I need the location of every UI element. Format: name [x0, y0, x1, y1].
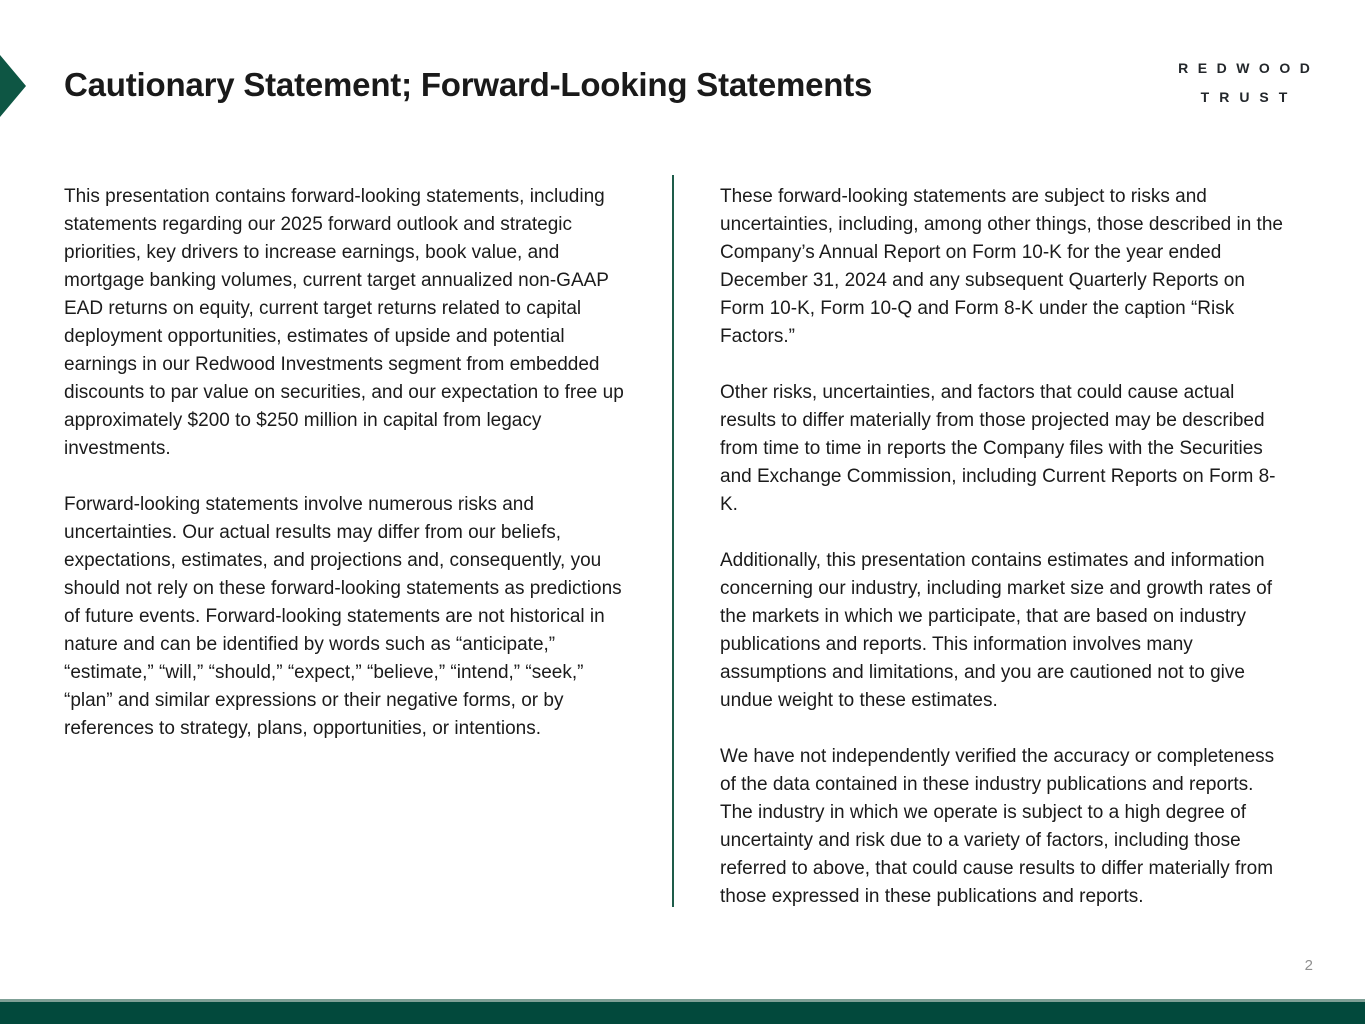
redwood-trust-logo: [1171, 60, 1320, 105]
left-paragraph-1: This presentation contains forward-looking statements, including statements regarding our 2025 forward outlook and strategic priorities, key drivers to increase earnings, book value, and mortgage banking volumes, current target annualized non-GAAP EAD returns on equity, current target returns related to capital deployment opportunities, estimates of upside and potential earnings in our Redwood Investments segment from embedded discounts to par value on securities, and our expectation to free up approximately $200 to $250 million in capital from legacy investments.: [64, 186, 624, 459]
column-divider: [672, 175, 674, 907]
right-paragraph-2: Other risks, uncertainties, and factors that could cause actual results to differ materially from those projected may be described from time to time in reports the Company files with the Securities and Exchange Commission, including Current Reports on Form 8-K.: [720, 382, 1276, 515]
page-title: Cautionary Statement; Forward-Looking Statements: [64, 66, 873, 103]
right-paragraph-3: Additionally, this presentation contains estimates and information concerning our industry, including market size and growth rates of the markets in which we participate, that are based on industry publications and reports. This information involves many assumptions and limitations, and you are cautioned not to give undue weight to these estimates.: [720, 550, 1272, 711]
chevron-right-icon: [0, 55, 26, 117]
left-paragraph-2: Forward-looking statements involve numerous risks and uncertainties. Our actual results may differ from our beliefs, expectations, estimates, and projections and, consequently, you should not rely on these forward-looking statements as predictions of future events. Forward-looking statements are not historical in nature and can be identified by words such as “anticipate,” “estimate,” “will,” “should,” “expect,” “believe,” “intend,” “seek,” “plan” and similar expressions or their negative forms, or by references to strategy, plans, opportunities, or intentions.: [64, 494, 622, 739]
footer-bar: [0, 1002, 1365, 1024]
right-paragraph-4: We have not independently verified the accuracy or completeness of the data contained in these industry publications and reports. The industry in which we operate is subject to a high degree of uncertainty and risk due to a variety of factors, including those referred to above, that could cause results to differ materially from those expressed in these publications and reports.: [720, 746, 1275, 907]
logo-line-trust: TRUST: [1200, 89, 1298, 105]
right-paragraph-1: These forward-looking statements are subject to risks and uncertainties, including, among other things, those described in the Company’s Annual Report on Form 10-K for the year ended December 31, 2024 and any subsequent Quarterly Reports on Form 10-K, Form 10-Q and Form 8-K under the caption “Risk Factors.”: [720, 186, 1283, 347]
left-text-column: [64, 183, 634, 743]
page-number: 2: [1304, 957, 1313, 974]
right-text-column: [720, 183, 1290, 911]
logo-line-redwood: REDWOOD: [1178, 60, 1320, 76]
